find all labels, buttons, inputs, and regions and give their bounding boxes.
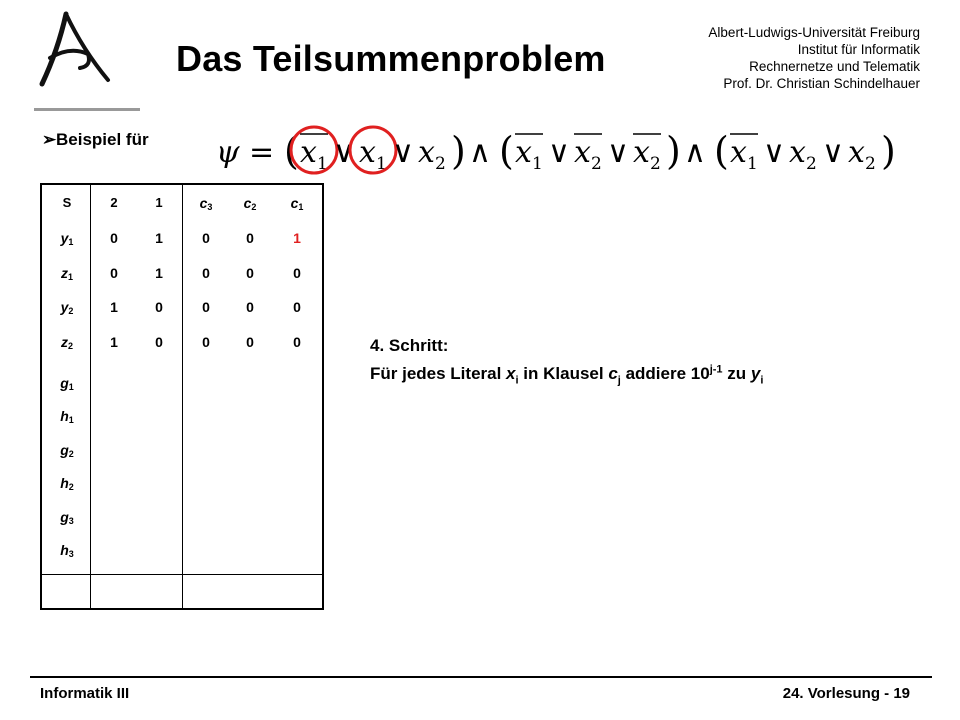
formula-paren: ) [666, 129, 681, 173]
formula-subscript: 1 [376, 154, 387, 174]
formula-paren: ) [881, 129, 896, 173]
table-header-cell: $c_2$ [243, 195, 257, 212]
table-cell: 0 [110, 230, 118, 246]
table-header-cell: S [62, 195, 72, 210]
formula-subscript: 1 [747, 154, 758, 174]
table-cell: 0 [155, 334, 163, 350]
table-cell: 0 [293, 299, 301, 315]
page-title: Das Teilsummenproblem [176, 38, 606, 79]
footer-page-number: 24. Vorlesung - 19 [782, 685, 910, 702]
formula-subscript: 2 [650, 154, 661, 174]
table-row-label: $g_3$ [60, 509, 74, 526]
table-row-label: $h_3$ [60, 542, 74, 559]
table-header-cell: 1 [155, 195, 163, 210]
table-cell: 0 [246, 265, 254, 281]
table-cell: 1 [110, 299, 118, 315]
table-row-label: $z_2$ [60, 334, 73, 351]
formula-lhs: ψ = [216, 135, 275, 170]
table-row-label: $y_2$ [60, 299, 74, 316]
table-cell: 1 [155, 265, 163, 281]
table-row-label: $y_1$ [60, 230, 74, 247]
table-row-label: $h_1$ [60, 408, 74, 425]
table-row-label: $h_2$ [60, 475, 74, 492]
formula-subscript: 1 [532, 154, 543, 174]
table-cell: 0 [246, 299, 254, 315]
table-cell: 0 [246, 334, 254, 350]
bullet-text: Beispiel für [56, 130, 149, 149]
affiliation-line: Albert-Ludwigs-Universität Freiburg [708, 25, 920, 40]
table-cell: 0 [293, 265, 301, 281]
table-cell: 0 [202, 299, 210, 315]
affiliation-line: Prof. Dr. Christian Schindelhauer [723, 76, 920, 91]
logo-underline [34, 108, 140, 111]
formula-variable: x [633, 135, 650, 170]
table-row-label: $z_1$ [60, 265, 73, 282]
table-row-divider [42, 574, 322, 575]
table-cell: 0 [293, 334, 301, 350]
step-description [370, 332, 763, 388]
table-cell: 0 [202, 265, 210, 281]
formula-or: ∨ [392, 135, 414, 170]
formula-paren: ( [714, 129, 729, 173]
formula-variable: x [300, 135, 317, 170]
table-cell: 0 [110, 265, 118, 281]
formula-or: ∨ [607, 135, 629, 170]
footer-divider [30, 676, 932, 678]
table-header-cell: 2 [110, 195, 118, 210]
formula-and: ∧ [684, 135, 706, 170]
bullet-arrow-icon: ➢ [42, 130, 57, 149]
table-column-divider [90, 185, 91, 608]
formula-subscript: 2 [865, 154, 876, 174]
bullet-point [42, 130, 149, 150]
table-header-cell: $c_1$ [290, 195, 304, 212]
formula-variable: x [359, 135, 376, 170]
formula-paren: ( [284, 129, 299, 173]
formula-variable: x [574, 135, 591, 170]
table-cell: 1 [293, 230, 301, 246]
formula-variable: x [848, 135, 865, 170]
university-logo [28, 10, 118, 90]
affiliation-line: Institut für Informatik [797, 42, 920, 57]
formula-paren: ) [451, 129, 466, 173]
table-header-cell: $c_3$ [199, 195, 213, 212]
formula-subscript: 2 [591, 154, 602, 174]
formula-variable: x [515, 135, 532, 170]
formula-subscript: 2 [435, 154, 446, 174]
table-cell: 1 [110, 334, 118, 350]
formula-or: ∨ [763, 135, 785, 170]
table-cell: 0 [155, 299, 163, 315]
formula-or: ∨ [822, 135, 844, 170]
formula [214, 120, 934, 180]
footer-course: Informatik III [40, 685, 130, 702]
affiliation-line: Rechnernetze und Telematik [749, 59, 920, 74]
formula-variable: x [789, 135, 806, 170]
formula-variable: x [418, 135, 435, 170]
table-column-divider [182, 185, 183, 608]
table-cell: 0 [202, 230, 210, 246]
subset-sum-table [40, 183, 324, 610]
table-cell: 1 [155, 230, 163, 246]
formula-subscript: 1 [317, 154, 328, 174]
affiliation-block [708, 24, 920, 92]
table-row-label: $g_2$ [60, 442, 74, 459]
formula-or: ∨ [548, 135, 570, 170]
step-heading: 4. Schritt: [370, 336, 449, 355]
formula-and: ∧ [469, 135, 491, 170]
step-text: Für jedes Literal $x_i$ in Klausel $c_j$ addiere 10$^{j-1}$ zu $y_i$ [370, 363, 764, 387]
table-cell: 0 [202, 334, 210, 350]
formula-or: ∨ [333, 135, 355, 170]
formula-variable: x [730, 135, 747, 170]
formula-subscript: 2 [806, 154, 817, 174]
formula-paren: ( [499, 129, 514, 173]
table-cell: 0 [246, 230, 254, 246]
table-row-label: $g_1$ [60, 375, 74, 392]
